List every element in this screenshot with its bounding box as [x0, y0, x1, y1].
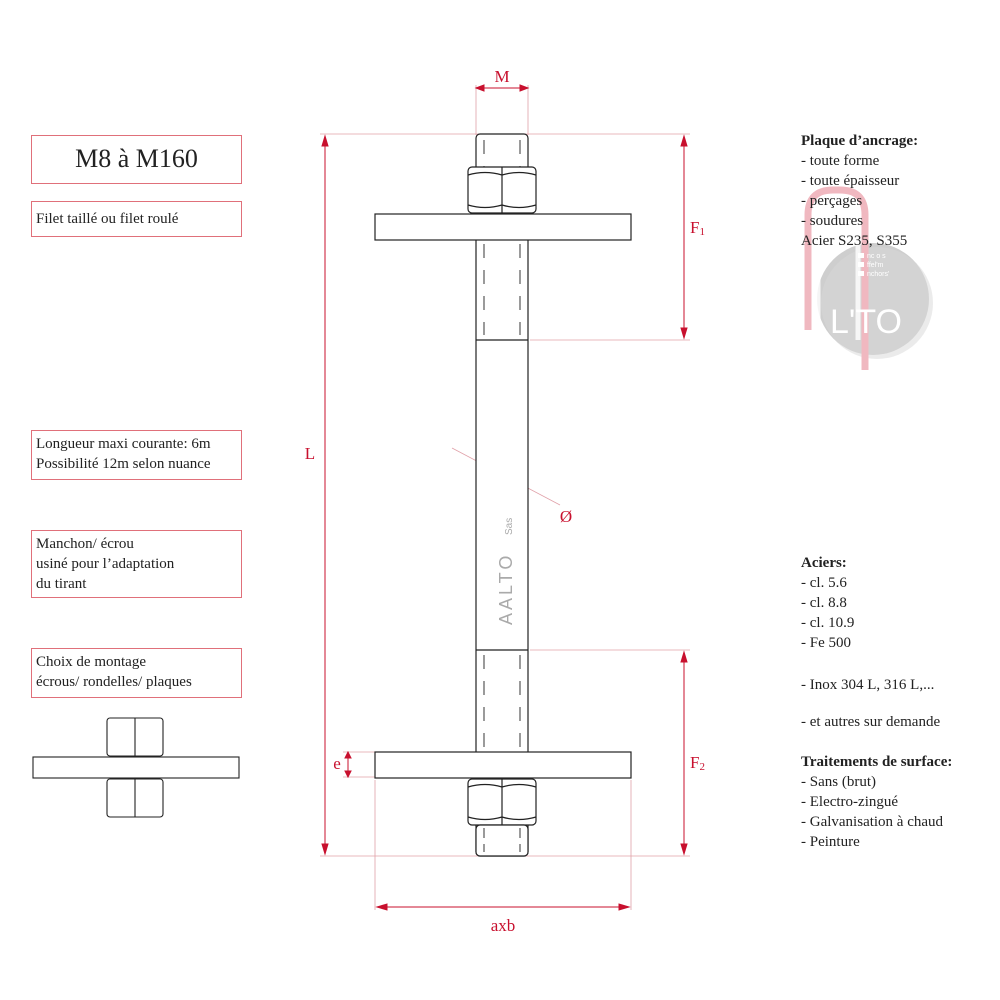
dim-L-label: L [304, 444, 316, 463]
top-nut [468, 167, 536, 213]
logo-tagline-3: nchors' [867, 271, 890, 278]
page-title: M8 à M160 [75, 144, 198, 173]
autres-spec [801, 712, 940, 732]
plaque-item: - perçages [801, 193, 863, 209]
inox-item: - Inox 304 L, 316 L,... [801, 677, 935, 693]
top-anchor-plate [375, 214, 631, 240]
plaque-item: - toute forme [801, 153, 880, 169]
dim-e-label: e [333, 754, 341, 773]
montage-line-2: écrous/ rondelles/ plaques [36, 674, 192, 690]
plaque-item: Acier S235, S355 [801, 233, 908, 249]
dim-F2-label [690, 753, 705, 773]
plaque-item: - soudures [801, 213, 864, 229]
logo-text: L'TO [830, 303, 903, 341]
rod-marking-suffix: Sas [504, 517, 515, 535]
autres-item: - et autres sur demande [801, 714, 941, 730]
plaque-heading: Plaque d’ancrage: [801, 133, 919, 149]
aciers-item: - cl. 5.6 [801, 575, 847, 591]
logo-tagline-1: nc o s [867, 253, 886, 260]
aciers-item: - Fe 500 [801, 635, 851, 651]
rod-marking: AALTO [496, 552, 516, 625]
traitements-item: - Sans (brut) [801, 774, 876, 790]
bottom-anchor-plate [375, 752, 631, 778]
traitements-spec [801, 752, 952, 852]
dim-F1-label [690, 218, 705, 238]
dim-F1-main: F [690, 218, 700, 237]
montage-line-1: Choix de montage [36, 654, 146, 670]
longueur-line-1: Longueur maxi courante: 6m [36, 436, 211, 452]
anchor-rod [476, 134, 528, 856]
dim-axb-label: axb [490, 916, 516, 935]
plaque-spec [801, 131, 918, 251]
traitements-item: - Peinture [801, 834, 860, 850]
bottom-nut [468, 779, 536, 825]
traitements-item: - Galvanisation à chaud [801, 814, 944, 830]
aciers-item: - cl. 10.9 [801, 615, 855, 631]
plaque-item: - toute épaisseur [801, 173, 900, 189]
traitements-item: - Electro-zingué [801, 794, 899, 810]
filet-note: Filet taillé ou filet roulé [36, 211, 179, 227]
aciers-item: - cl. 8.8 [801, 595, 847, 611]
dim-F2-main: F [690, 753, 700, 772]
aciers-spec [801, 553, 854, 653]
logo-tagline-2: ffel'm [867, 262, 884, 269]
longueur-line-2: Possibilité 12m selon nuance [36, 456, 211, 472]
dim-F1-sub: 1 [699, 226, 705, 238]
dim-M-label: M [494, 67, 510, 86]
dim-F2-sub: 2 [699, 761, 705, 773]
mounting-example [33, 718, 239, 817]
aciers-heading: Aciers: [801, 555, 847, 571]
manchon-line-1: Manchon/ écrou [36, 536, 134, 552]
manchon-line-3: du tirant [36, 576, 87, 592]
traitements-heading: Traitements de surface: [801, 754, 953, 770]
dim-diameter-label: Ø [559, 507, 573, 526]
inox-spec [801, 675, 934, 695]
manchon-line-2: usiné pour l’adaptation [36, 556, 175, 572]
